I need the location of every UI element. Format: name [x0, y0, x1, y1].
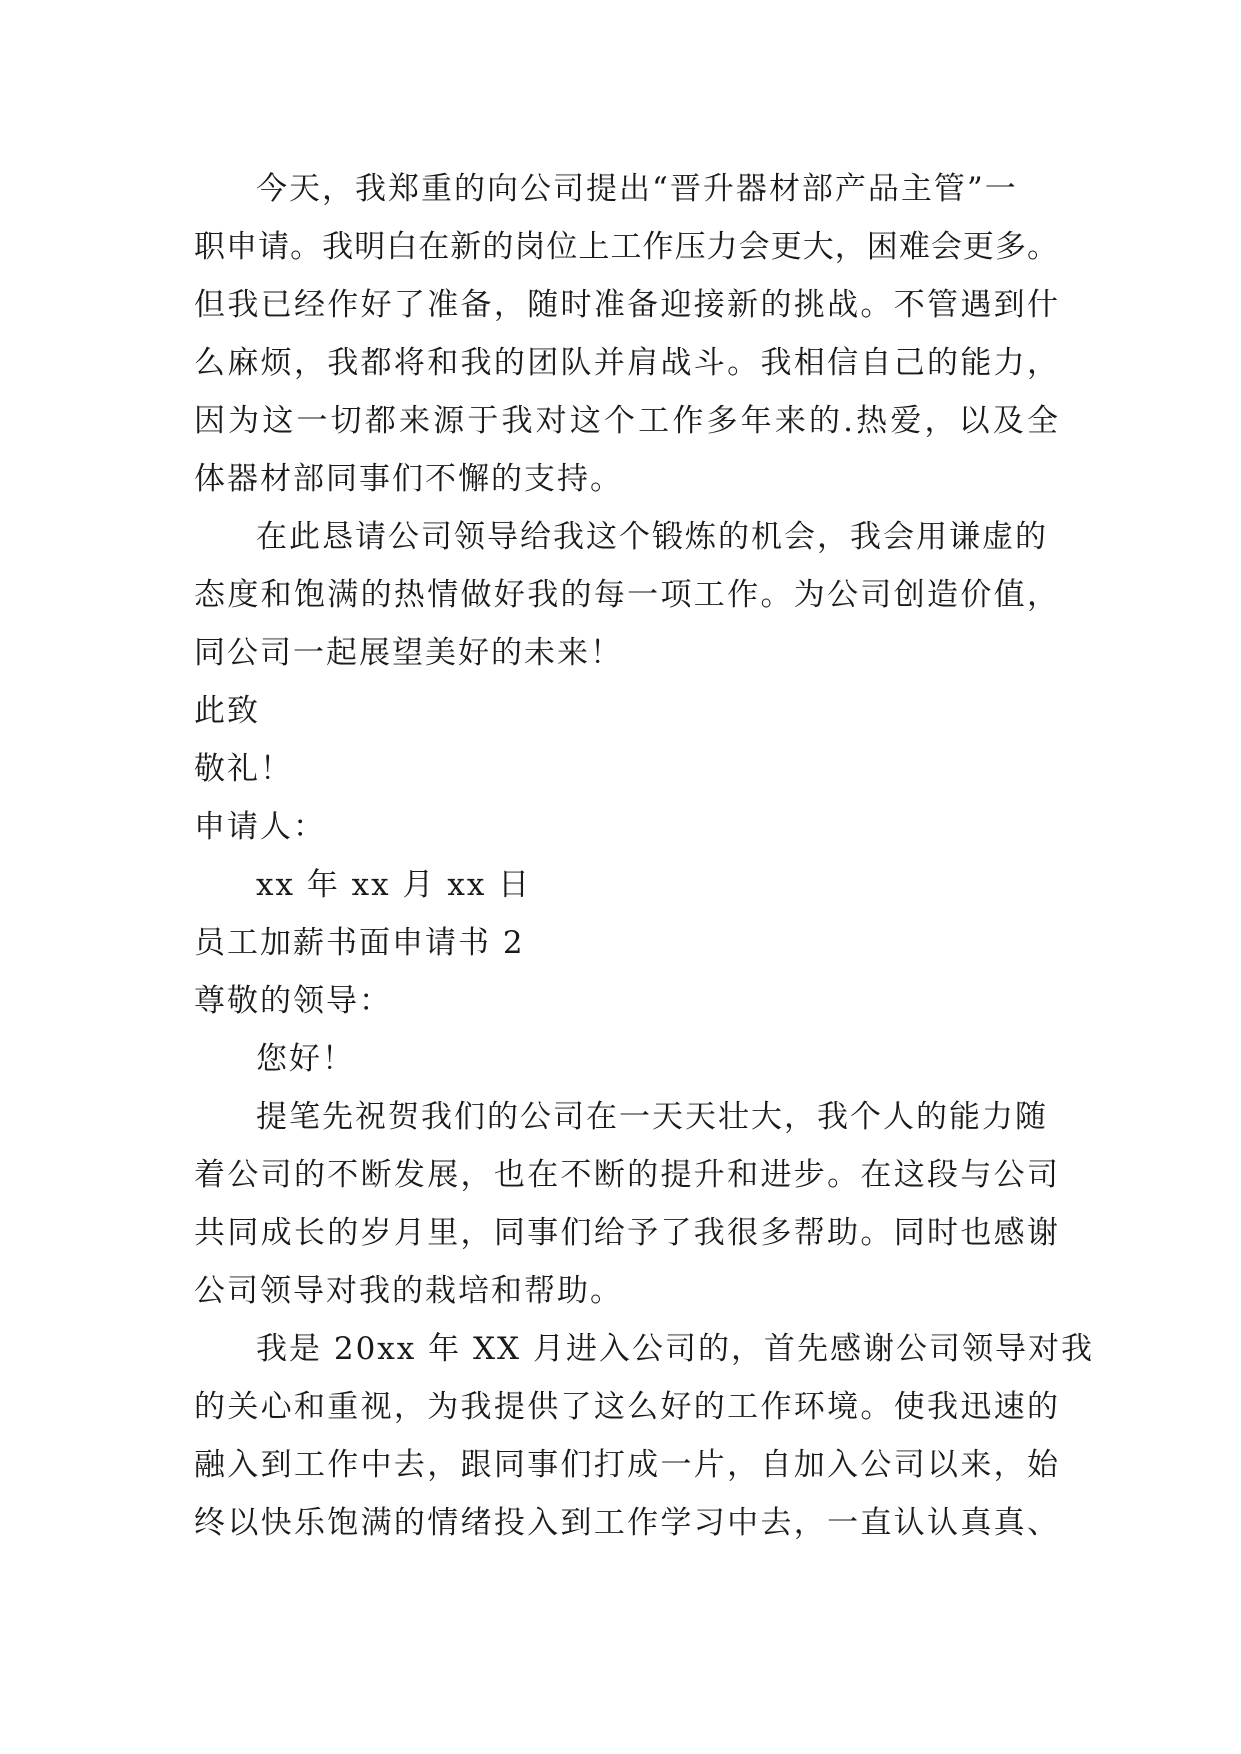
text-line: 终以快乐饱满的情绪投入到工作学习中去，一直认认真真、: [194, 1505, 1058, 1541]
text-line: 同公司一起展望美好的未来！: [194, 635, 623, 671]
greeting: 您好！: [256, 1041, 355, 1077]
applicant-label: 申请人：: [194, 809, 326, 845]
text-line: 公司领导对我的栽培和帮助。: [194, 1273, 623, 1309]
text-line: 态度和饱满的热情做好我的每一项工作。为公司创造价值，: [194, 577, 1058, 613]
text-line: 融入到工作中去，跟同事们打成一片，自加入公司以来，始: [194, 1447, 1058, 1483]
greeting-recipient: 尊敬的领导：: [194, 983, 392, 1019]
text-line: 在此恳请公司领导给我这个锻炼的机会，我会用谦虚的: [256, 519, 1048, 555]
date-line: xx 年 xx 月 xx 日: [256, 867, 532, 903]
text-line: 么麻烦，我都将和我的团队并肩战斗。我相信自己的能力，: [194, 345, 1058, 381]
text-line: 体器材部同事们不懈的支持。: [194, 461, 623, 497]
text-line: 我是 20xx 年 XX 月进入公司的，首先感谢公司领导对我: [256, 1331, 1094, 1367]
salutation-respect: 敬礼！: [194, 751, 293, 787]
text-line: 但我已经作好了准备，随时准备迎接新的挑战。不管遇到什: [194, 287, 1058, 323]
text-line: 共同成长的岁月里，同事们给予了我很多帮助。同时也感谢: [194, 1215, 1058, 1251]
text-line: 提笔先祝贺我们的公司在一天天壮大，我个人的能力随: [256, 1099, 1048, 1135]
text-line: 今天，我郑重的向公司提出“晋升器材部产品主管”一: [256, 171, 1018, 207]
text-line: 着公司的不断发展，也在不断的提升和进步。在这段与公司: [194, 1157, 1058, 1193]
text-line: 因为这一切都来源于我对这个工作多年来的.热爱，以及全: [194, 403, 1058, 439]
text-line: 职申请。我明白在新的岗位上工作压力会更大，困难会更多。: [194, 229, 1058, 265]
text-line: 的关心和重视，为我提供了这么好的工作环境。使我迅速的: [194, 1389, 1058, 1425]
section-title: 员工加薪书面申请书 2: [194, 925, 525, 961]
salutation-closing: 此致: [194, 693, 260, 729]
